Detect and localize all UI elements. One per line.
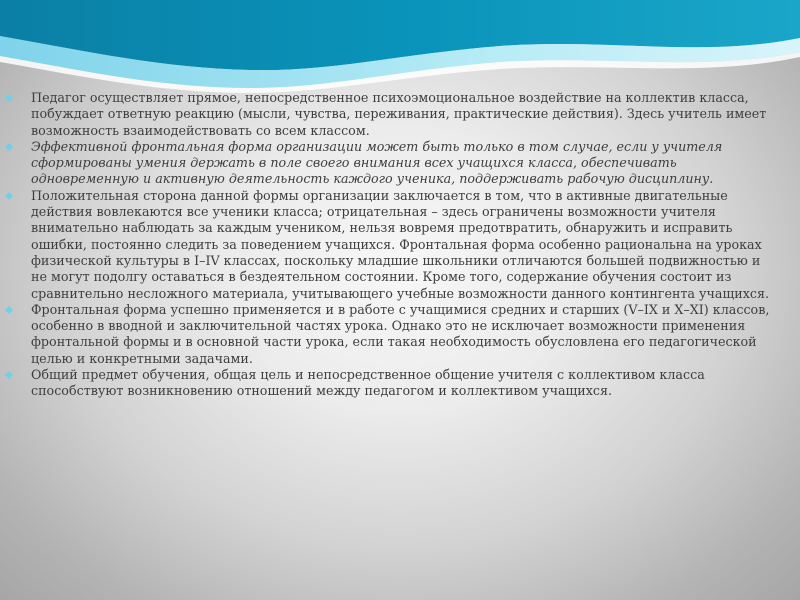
paragraph-text: Положительная сторона данной формы организации заключается в том, что в активные двигательные действия вовлекаются все ученики класса; отрицательная – здесь ограничены возможности учителя внимательно наблюдать за каждым учеником, нельзя вовремя предотвратить, обнаружить и исправить ошибки, постоянно следить за поведением учащихся. Фронтальная форма особенно рациональна на уроках физической культуры в I–IV классах, поскольку младшие школьники отличаются большей подвижностью и не могут подолгу оставаться в бездеятельном состоянии. Кроме того, содержание обучения состоит из сравнительно несложного материала, учитывающего учебные возможности данного контингента учащихся.: [31, 187, 769, 301]
diamond-bullet-icon: [4, 367, 14, 383]
paragraph-text: Педагог осуществляет прямое, непосредственное психоэмоциональное воздействие на коллектив класса, побуждает ответную реакцию (мысли, чувства, переживания, практические действия). Здесь учитель имеет возможность взаимодействовать со всем классом.: [31, 90, 767, 138]
header-wave-decoration: [0, 0, 800, 95]
bullet-item: [0, 367, 780, 400]
diamond-bullet-icon: [4, 188, 14, 204]
bullet-item: [0, 139, 780, 188]
diamond-bullet-icon: [4, 90, 14, 106]
bullet-item: [0, 302, 780, 367]
paragraph-text: Общий предмет обучения, общая цель и непосредственное общение учителя с коллективом класса способствуют возникновению отношений между педагогом и коллективом учащихся.: [31, 367, 705, 399]
bullet-item: [0, 90, 780, 139]
diamond-bullet-icon: [4, 139, 14, 155]
paragraph-text: Фронтальная форма успешно применяется и в работе с учащимися средних и старших (V–IX и X–XI) классов, особенно в вводной и заключительной частях урока. Однако это не исключает возможности применения фронтальной формы и в основной части урока, если такая необходимость обусловлена его педагогической целью и конкретными задачами.: [31, 301, 770, 366]
slide-content: [0, 90, 780, 400]
diamond-bullet-icon: [4, 302, 14, 318]
bullet-item: [0, 188, 780, 302]
paragraph-text: Эффективной фронтальная форма организации может быть только в том случае, если у учителя сформированы умения держать в поле своего внимания всех учащихся класса, обеспечивать одновременную и активную деятельность каждого ученика, поддерживать рабочую дисциплину.: [31, 138, 723, 187]
